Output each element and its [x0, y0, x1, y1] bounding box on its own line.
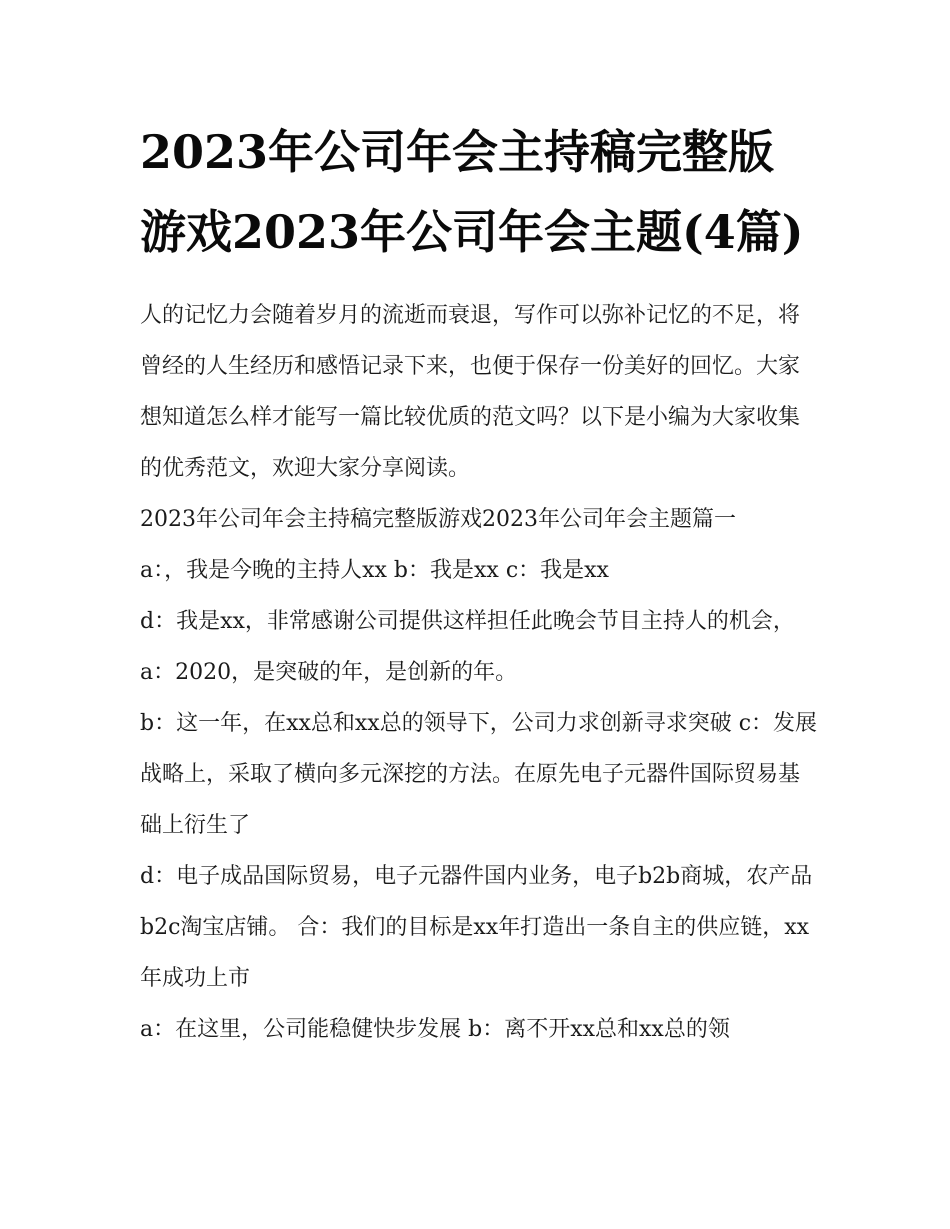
paragraph-host-d: d：我是xx，非常感谢公司提供这样担任此晚会节目主持人的机会， a：2020，是突破的年，是创新的年。 — [140, 609, 795, 685]
paragraph-host-b-c: b：这一年，在xx总和xx总的领导下，公司力求创新寻求突破 c：发展战略上，采取了横向多元深挖的方法。在原先电子元器件国际贸易基础上衍生了 — [140, 711, 818, 838]
document-page — [140, 112, 820, 1055]
paragraph-host-d-goals: d：电子成品国际贸易，电子元器件国内业务，电子b2b商城，农产品b2c淘宝店铺。 合：我们的目标是xx年打造出一条自主的供应链，xx年成功上市 — [140, 864, 813, 991]
paragraph-host-a-b: a：在这里，公司能稳健快步发展 b：离不开xx总和xx总的领 — [140, 1017, 730, 1042]
document-title: 2023年公司年会主持稿完整版游戏2023年公司年会主题(4篇) — [140, 125, 804, 259]
document-body — [140, 290, 820, 1055]
paragraph-section-heading: 2023年公司年会主持稿完整版游戏2023年公司年会主题篇一 — [140, 507, 736, 532]
paragraph-hosts-intro: a：，我是今晚的主持人xx b：我是xx c：我是xx — [140, 558, 609, 583]
paragraph-intro: 人的记忆力会随着岁月的流逝而衰退，写作可以弥补记忆的不足，将曾经的人生经历和感悟记录下来，也便于保存一份美好的回忆。大家想知道怎么样才能写一篇比较优质的范文吗？以下是小编为大家收集的优秀范文，欢迎大家分享阅读。 — [140, 303, 801, 481]
